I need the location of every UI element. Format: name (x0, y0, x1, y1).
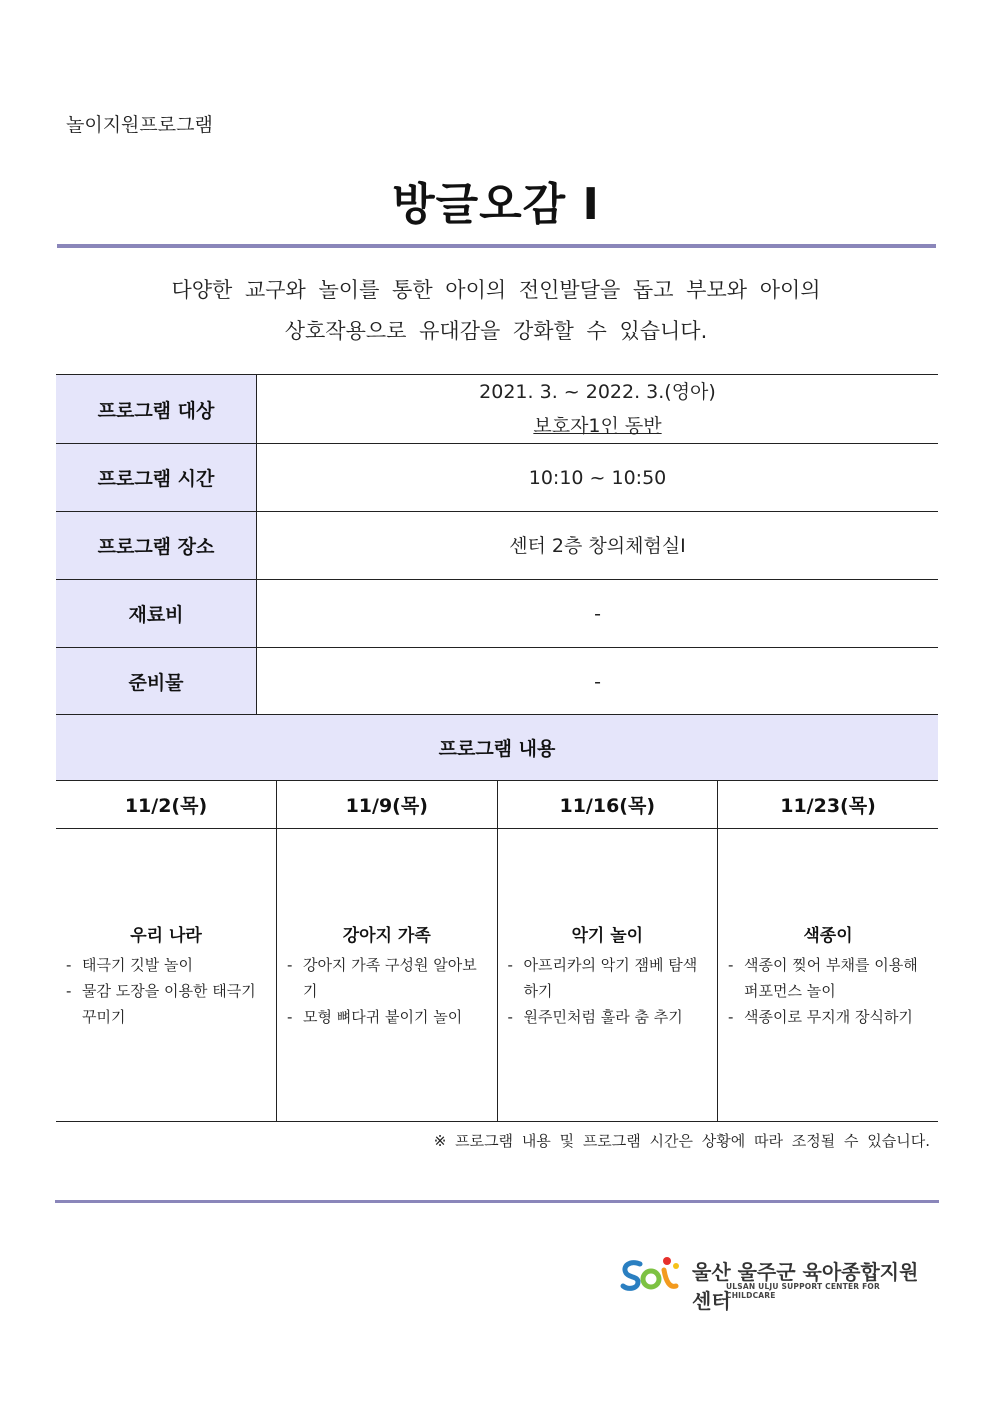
session-cell (277, 829, 498, 1122)
session-activity: - 물감 도장을 이용한 태극기 꾸미기 (64, 978, 268, 1030)
target-note: 보호자1인 동반 (533, 415, 662, 437)
info-row-fee (56, 580, 938, 648)
session-title: 강아지 가족 (342, 925, 431, 946)
program-content-heading: 프로그램 내용 (56, 714, 938, 781)
session-activity-list (64, 952, 268, 1030)
session-activity: - 아프리카의 악기 잼베 탐색하기 (506, 952, 710, 1004)
footer-divider (55, 1200, 939, 1203)
program-intro (0, 270, 992, 352)
org-logo (620, 1252, 920, 1313)
session-activity-list (726, 952, 930, 1030)
session-activity: - 색종이로 무지개 장식하기 (726, 1004, 930, 1030)
session-title: 우리 나라 (130, 925, 202, 946)
place-value: 센터 2층 창의체험실Ⅰ (257, 512, 939, 580)
session-activity: - 모형 뼈다귀 붙이기 놀이 (285, 1004, 489, 1030)
info-row-prep (56, 648, 938, 716)
session-cell (497, 829, 718, 1122)
prep-value: - (257, 648, 939, 716)
time-label: 프로그램 시간 (56, 444, 257, 512)
intro-line-2: 상호작용으로 유대감을 강화할 수 있습니다. (284, 319, 708, 343)
title-divider (57, 244, 936, 248)
schedule-activity-row (56, 829, 938, 1122)
time-value: 10:10 ~ 10:50 (257, 444, 939, 512)
schedule-table (56, 781, 938, 1122)
org-logo-icon (620, 1252, 684, 1296)
program-info-table (56, 374, 938, 716)
session-date: 11/23(목) (718, 781, 939, 829)
place-label: 프로그램 장소 (56, 512, 257, 580)
schedule-date-row (56, 781, 938, 829)
session-activity: - 강아지 가족 구성원 알아보기 (285, 952, 489, 1004)
session-date: 11/9(목) (277, 781, 498, 829)
session-date: 11/16(목) (497, 781, 718, 829)
org-name-en: ULSAN ULJU SUPPORT CENTER FOR CHILDCARE (726, 1282, 880, 1300)
target-value: 2021. 3. ~ 2022. 3.(영아) (479, 381, 716, 403)
info-row-time (56, 444, 938, 512)
prep-label: 준비물 (56, 648, 257, 716)
fee-label: 재료비 (56, 580, 257, 648)
org-name: 울산 울주군 육아종합지원센터 (692, 1260, 919, 1313)
fee-value: - (257, 580, 939, 648)
session-cell (718, 829, 939, 1122)
target-value-cell (257, 375, 939, 444)
page-title: 방글오감 Ⅰ (392, 179, 600, 230)
session-title: 색종이 (803, 925, 853, 946)
session-activity: - 색종이 찢어 부채를 이용해 퍼포먼스 놀이 (726, 952, 930, 1004)
info-row-place (56, 512, 938, 580)
session-title: 악기 놀이 (571, 925, 644, 946)
schedule-note: ※ 프로그램 내용 및 프로그램 시간은 상황에 따라 조정될 수 있습니다. (433, 1132, 930, 1150)
info-row-target (56, 375, 938, 444)
session-activity-list (506, 952, 710, 1030)
session-date: 11/2(목) (56, 781, 277, 829)
session-activity: - 태극기 깃발 놀이 (64, 952, 268, 978)
session-activity: - 원주민처럼 훌라 춤 추기 (506, 1004, 710, 1030)
intro-line-1: 다양한 교구와 놀이를 통한 아이의 전인발달을 돕고 부모와 아이의 (171, 278, 821, 302)
session-activity-list (285, 952, 489, 1030)
program-category: 놀이지원프로그램 (66, 114, 213, 136)
session-cell (56, 829, 277, 1122)
target-label: 프로그램 대상 (56, 375, 257, 444)
